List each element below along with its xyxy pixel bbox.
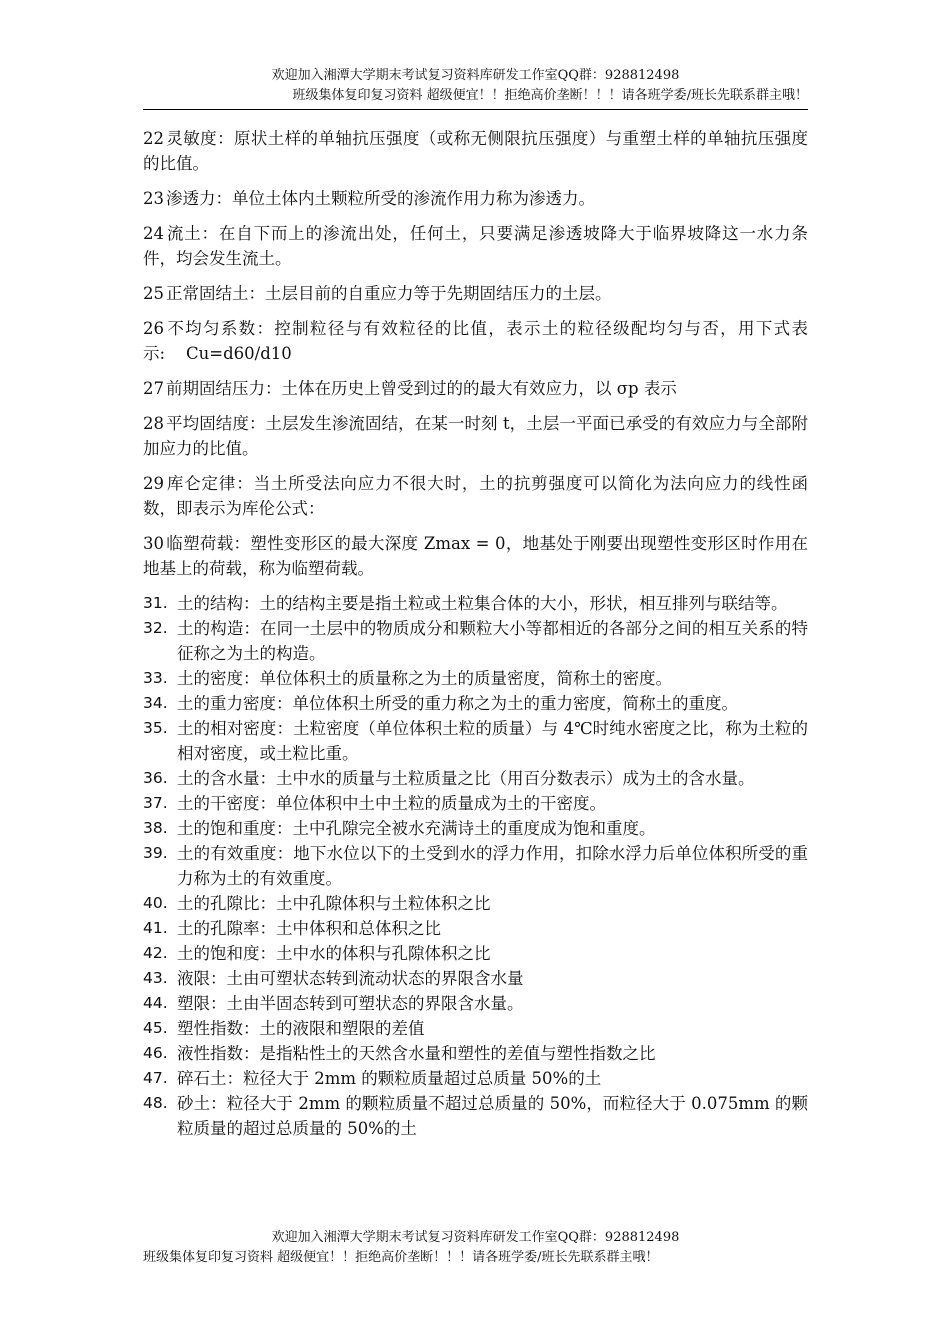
- definition-paragraph: [143, 471, 808, 521]
- paragraph-number: 28: [143, 414, 164, 433]
- paragraph-text: 灵敏度：原状土样的单轴抗压强度（或称无侧限抗压强度）与重塑土样的单轴抗压强度的比值。: [143, 129, 808, 173]
- list-item-text: 砂土：粒径大于 2mm 的颗粒质量不超过总质量的 50%，而粒径大于 0.075mm 的颗粒质量的超过总质量的 50%的土: [177, 1094, 808, 1138]
- list-item-text: 液限：土由可塑状态转到流动状态的界限含水量: [177, 969, 524, 988]
- paragraph-text: 不均匀系数：控制粒径与有效粒径的比值，表示土的粒径级配均匀与否，用下式表示: Cu=d60/d10: [143, 319, 808, 363]
- paragraph-text: 平均固结度：土层发生渗流固结，在某一时刻 t，土层一平面已承受的有效应力与全部附加应力的比值。: [143, 414, 808, 458]
- definition-list: [143, 591, 808, 1141]
- paragraph-number: 24: [143, 224, 164, 243]
- definition-paragraph: [143, 376, 808, 401]
- list-item-number: 42.: [143, 944, 168, 962]
- list-item-text: 土的相对密度：土粒密度（单位体积土粒的质量）与 4℃时纯水密度之比，称为土粒的相对密度，或土粒比重。: [177, 719, 808, 763]
- list-item: [143, 691, 808, 716]
- footer-line-1: 欢迎加入湘潭大学期末考试复习资料库研发工作室QQ群：928812498: [271, 1230, 680, 1245]
- list-item: [143, 841, 808, 891]
- list-item: [143, 941, 808, 966]
- paragraph-number: 23: [143, 189, 164, 208]
- list-item-number: 44.: [143, 994, 168, 1012]
- paragraph-text: 渗透力：单位土体内土颗粒所受的渗流作用力称为渗透力。: [166, 189, 595, 208]
- page-footer: [143, 1228, 808, 1268]
- list-item-text: 土的饱和度：土中水的体积与孔隙体积之比: [177, 944, 491, 963]
- list-item: [143, 591, 808, 616]
- list-item-text: 土的重力密度：单位体积土所受的重力称之为土的重力密度，简称土的重度。: [177, 694, 738, 713]
- list-item-text: 土的孔隙率：土中体积和总体积之比: [177, 919, 441, 938]
- list-item-number: 41.: [143, 919, 168, 937]
- list-item-text: 碎石土：粒径大于 2mm 的颗粒质量超过总质量 50%的土: [177, 1069, 602, 1088]
- paragraph-text: 流土：在自下而上的渗流出处，任何土，只要满足渗透坡降大于临界坡降这一水力条件，均会发生流土。: [143, 224, 808, 268]
- list-item-number: 45.: [143, 1019, 168, 1037]
- header-line-1: 欢迎加入湘潭大学期末考试复习资料库研发工作室QQ群：928812498: [271, 68, 680, 83]
- list-item-number: 37.: [143, 794, 168, 812]
- paragraph-text: 库仑定律：当土所受法向应力不很大时，土的抗剪强度可以简化为法向应力的线性函数，即表示为库伦公式：: [143, 474, 808, 518]
- definition-paragraph: [143, 281, 808, 306]
- list-item-number: 32.: [143, 619, 168, 637]
- list-item-text: 土的密度：单位体积土的质量称之为土的质量密度，简称土的密度。: [177, 669, 672, 688]
- definition-paragraph: [143, 126, 808, 176]
- definition-paragraph: [143, 186, 808, 211]
- list-item: [143, 716, 808, 766]
- definition-paragraph: [143, 531, 808, 581]
- paragraph-text: 前期固结压力：土体在历史上曾受到过的的最大有效应力，以 σp 表示: [166, 379, 677, 398]
- definition-paragraph: [143, 221, 808, 271]
- list-item: [143, 616, 808, 666]
- list-item-text: 塑限：土由半固态转到可塑状态的界限含水量。: [177, 994, 524, 1013]
- list-item-text: 土的孔隙比：土中孔隙体积与土粒体积之比: [177, 894, 491, 913]
- list-item-number: 43.: [143, 969, 168, 987]
- list-item-number: 40.: [143, 894, 168, 912]
- list-item: [143, 891, 808, 916]
- list-item-number: 47.: [143, 1069, 168, 1087]
- list-item: [143, 1041, 808, 1066]
- list-item-text: 液性指数：是指粘性土的天然含水量和塑性的差值与塑性指数之比: [177, 1044, 656, 1063]
- list-item-number: 33.: [143, 669, 168, 687]
- list-item: [143, 1091, 808, 1141]
- list-item-text: 土的构造：在同一土层中的物质成分和颗粒大小等都相近的各部分之间的相互关系的特征称之为土的构造。: [177, 619, 808, 663]
- list-item-text: 土的含水量：土中水的质量与土粒质量之比（用百分数表示）成为土的含水量。: [177, 769, 755, 788]
- list-item: [143, 1066, 808, 1091]
- paragraph-number: 25: [143, 284, 164, 303]
- list-item-number: 48.: [143, 1094, 168, 1112]
- definition-paragraph: [143, 411, 808, 461]
- paragraph-number: 30: [143, 534, 164, 553]
- document-body: [143, 126, 808, 1141]
- list-item-number: 39.: [143, 844, 168, 862]
- list-item-number: 31.: [143, 594, 168, 612]
- paragraph-number: 27: [143, 379, 164, 398]
- list-item: [143, 666, 808, 691]
- list-item-text: 塑性指数：土的液限和塑限的差值: [177, 1019, 425, 1038]
- paragraph-text: 正常固结土：土层目前的自重应力等于先期固结压力的土层。: [166, 284, 612, 303]
- list-item-number: 35.: [143, 719, 168, 737]
- list-item-number: 36.: [143, 769, 168, 787]
- list-item: [143, 991, 808, 1016]
- paragraph-number: 22: [143, 129, 164, 148]
- paragraph-number: 26: [143, 319, 164, 338]
- list-item: [143, 766, 808, 791]
- list-item-number: 38.: [143, 819, 168, 837]
- list-item-number: 34.: [143, 694, 168, 712]
- list-item-text: 土的有效重度：地下水位以下的土受到水的浮力作用，扣除水浮力后单位体积所受的重力称为土的有效重度。: [177, 844, 808, 888]
- list-item: [143, 816, 808, 841]
- definition-paragraph: [143, 316, 808, 366]
- list-item: [143, 791, 808, 816]
- list-item: [143, 1016, 808, 1041]
- footer-line-2: 班级集体复印复习资料 超级便宜！！拒绝高价垄断！！！请各班学委/班长先联系群主哦！: [143, 1250, 659, 1265]
- list-item-text: 土的结构：土的结构主要是指土粒或土粒集合体的大小，形状，相互排列与联结等。: [177, 594, 788, 613]
- header-line-2: 班级集体复印复习资料 超级便宜！！拒绝高价垄断！！！请各班学委/班长先联系群主哦！: [292, 88, 808, 103]
- list-item-number: 46.: [143, 1044, 168, 1062]
- page-header: [143, 66, 808, 110]
- paragraph-text: 临塑荷载：塑性变形区的最大深度 Zmax = 0，地基处于刚要出现塑性变形区时作用在地基上的荷载，称为临塑荷载。: [143, 534, 808, 578]
- paragraph-number: 29: [143, 474, 164, 493]
- list-item: [143, 916, 808, 941]
- definition-paragraphs: [143, 126, 808, 581]
- list-item-text: 土的饱和重度：土中孔隙完全被水充满诗土的重度成为饱和重度。: [177, 819, 656, 838]
- list-item: [143, 966, 808, 991]
- list-item-text: 土的干密度：单位体积中土中土粒的质量成为土的干密度。: [177, 794, 606, 813]
